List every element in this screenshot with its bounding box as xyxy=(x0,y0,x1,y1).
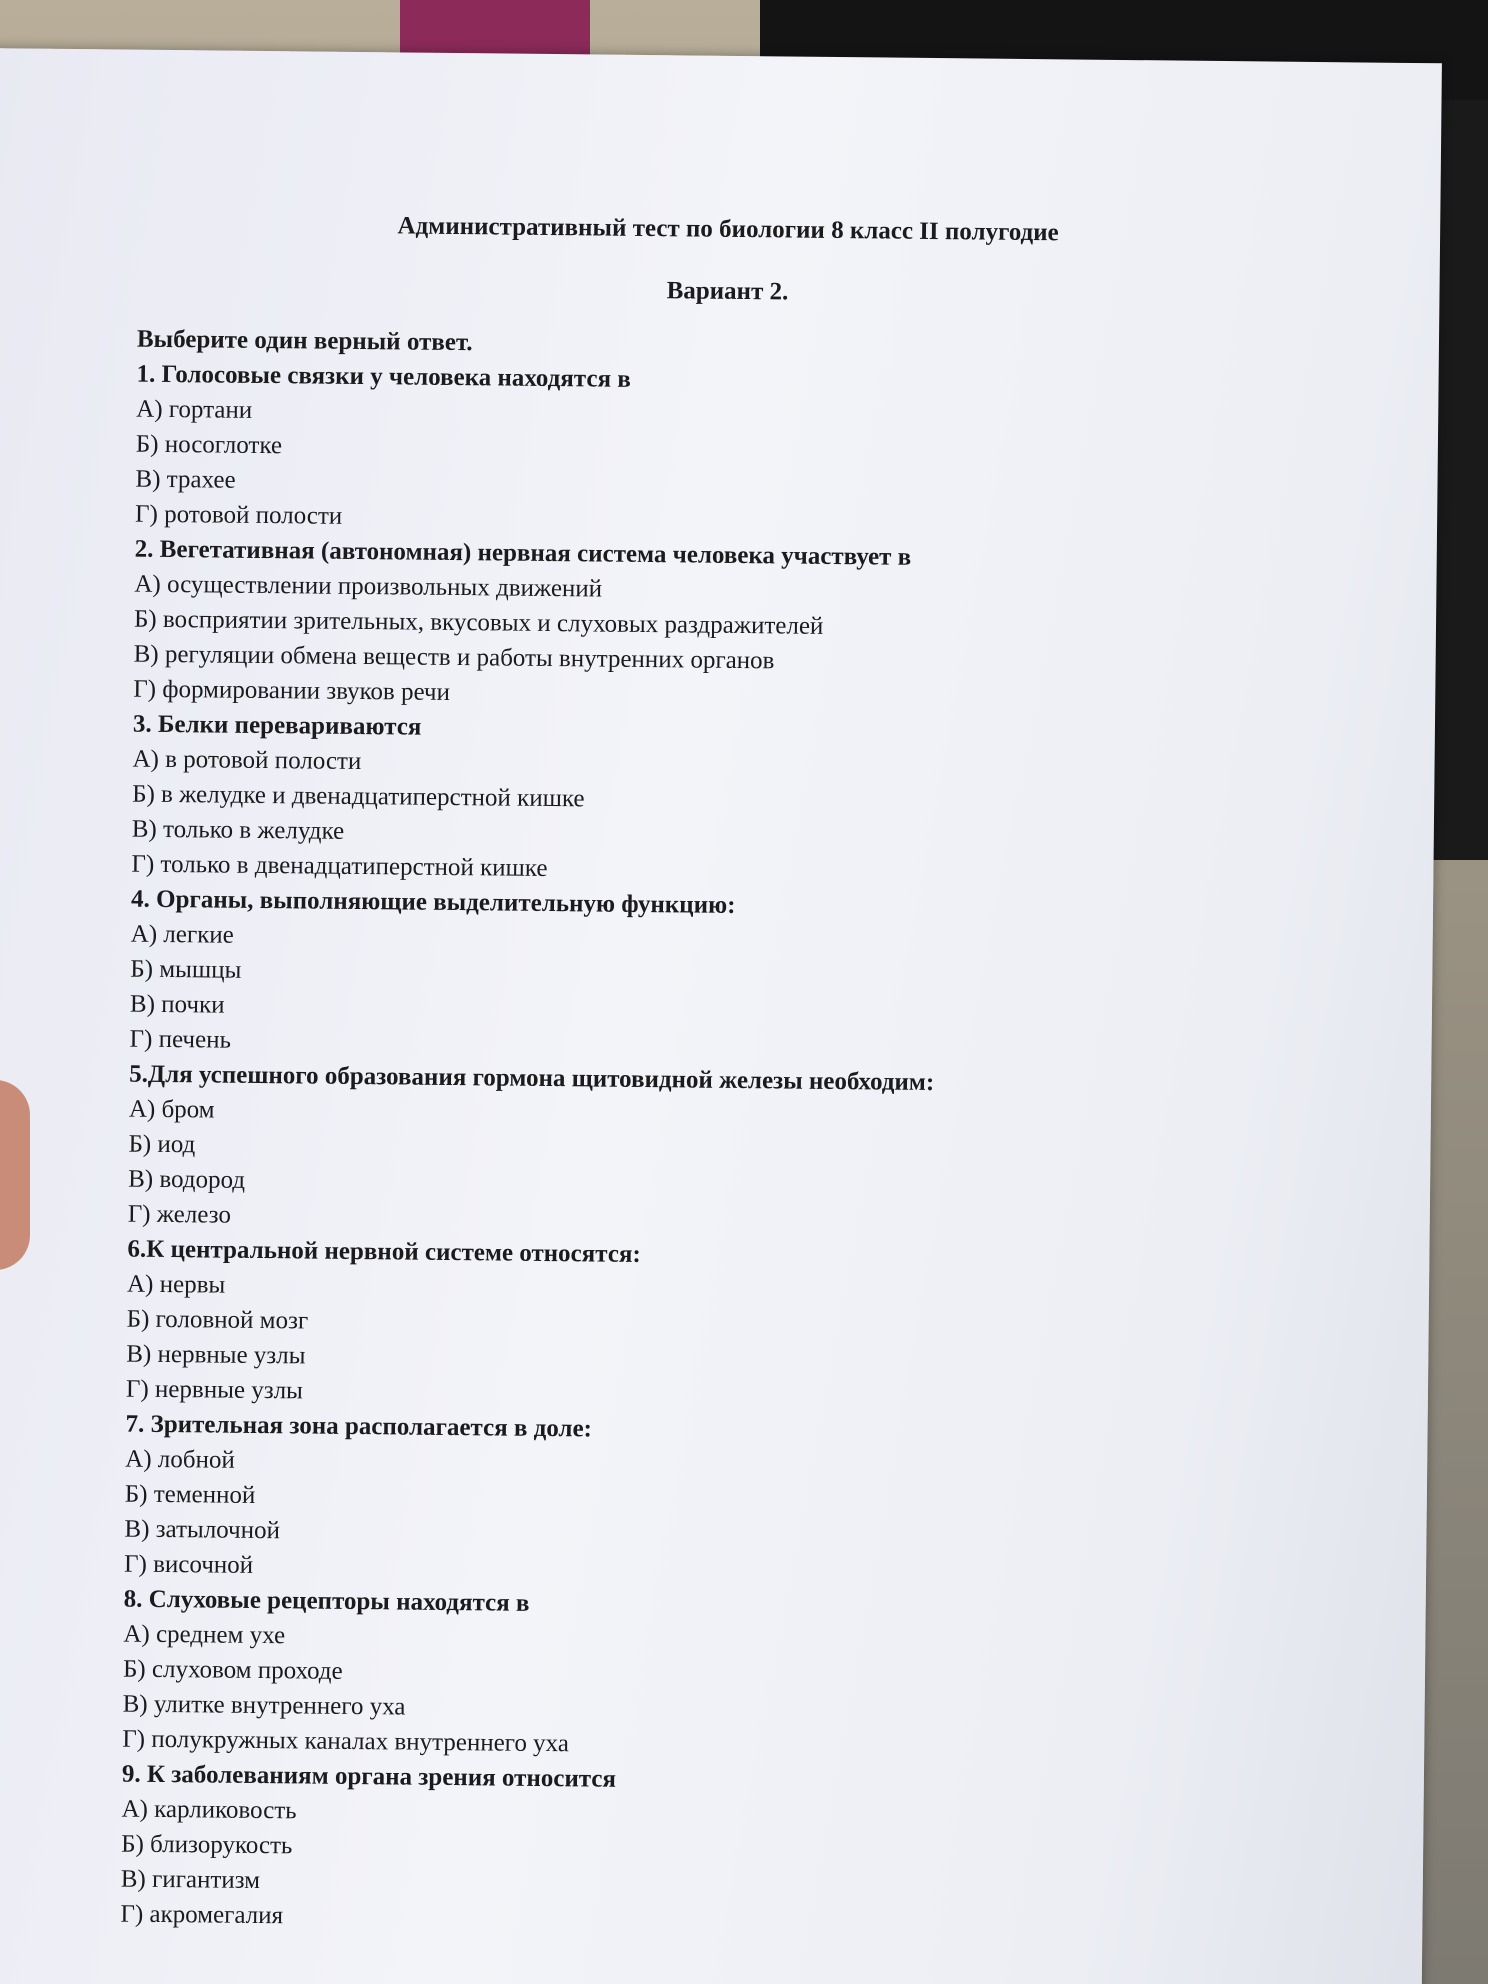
finger-edge xyxy=(0,1080,30,1270)
answer-option: Б) слуховом проходе xyxy=(122,1655,343,1685)
variant-label: Вариант 2. xyxy=(666,277,789,306)
question-4 xyxy=(129,882,1351,1070)
answer-option: А) лобной xyxy=(125,1445,235,1474)
answer-option: Б) головной мозг xyxy=(126,1305,309,1335)
answer-option: Б) близорукость xyxy=(121,1830,293,1860)
answer-option: В) трахее xyxy=(135,465,236,494)
answer-option: Б) мышцы xyxy=(130,955,242,984)
answer-option: В) улитке внутреннего уха xyxy=(122,1690,406,1721)
answer-option: Г) акромегалия xyxy=(120,1900,284,1930)
instruction-text: Выберите один верный ответ. xyxy=(136,325,473,357)
question-2 xyxy=(133,532,1355,720)
answer-option: Г) железо xyxy=(127,1200,232,1229)
answer-option: Г) височной xyxy=(123,1550,254,1579)
answer-option: А) карликовость xyxy=(121,1795,297,1825)
answer-option: Г) печень xyxy=(129,1025,232,1054)
paper-sheet xyxy=(0,48,1442,1984)
answer-option: А) в ротовой полости xyxy=(132,745,362,776)
answer-option: Б) носоглотке xyxy=(135,430,283,460)
question-8 xyxy=(122,1582,1344,1770)
question-9 xyxy=(120,1757,1342,1945)
question-1 xyxy=(135,357,1357,545)
answer-option: А) бром xyxy=(128,1095,215,1124)
answer-option: Б) иод xyxy=(128,1130,196,1159)
answer-option: А) гортани xyxy=(136,395,253,424)
question-text: 4. Органы, выполняющие выделительную функцию: xyxy=(130,885,736,919)
test-content xyxy=(120,210,1358,1945)
questions-list xyxy=(120,357,1356,1945)
answer-option: В) только в желудке xyxy=(131,815,345,845)
answer-option: Г) ротовой полости xyxy=(134,500,343,530)
answer-option: В) почки xyxy=(129,990,225,1019)
answer-option: В) регуляции обмена веществ и работы внутренних органов xyxy=(133,640,775,675)
question-6 xyxy=(126,1232,1348,1420)
question-text: 1. Голосовые связки у человека находятся в xyxy=(136,360,631,393)
answer-option: Б) теменной xyxy=(124,1480,256,1509)
question-text: 9. К заболеваниям органа зрения относится xyxy=(121,1760,617,1793)
answer-option: В) водород xyxy=(128,1165,246,1194)
question-5 xyxy=(128,1057,1350,1245)
question-text: 7. Зрительная зона располагается в доле: xyxy=(125,1410,593,1443)
question-text: 5.Для успешного образования гормона щитовидной железы необходим: xyxy=(129,1060,935,1097)
question-text: 3. Белки перевариваются xyxy=(132,710,422,741)
answer-option: Г) полукружных каналах внутреннего уха xyxy=(122,1725,570,1758)
answer-option: Б) в желудке и двенадцатиперстной кишке xyxy=(132,780,585,813)
answer-option: Г) формировании звуков речи xyxy=(133,675,451,706)
answer-option: А) легкие xyxy=(130,920,234,949)
answer-option: Г) нервные узлы xyxy=(125,1375,304,1405)
answer-option: В) нервные узлы xyxy=(126,1340,306,1370)
question-text: 6.К центральной нервной системе относятся: xyxy=(127,1235,641,1268)
question-text: 8. Слуховые рецепторы находятся в xyxy=(123,1585,530,1617)
answer-option: В) затылочной xyxy=(124,1515,281,1545)
answer-option: А) среднем ухе xyxy=(123,1620,286,1650)
answer-option: Г) только в двенадцатиперстной кишке xyxy=(131,850,548,882)
document-title: Административный тест по биологии 8 класс II полугодие xyxy=(397,212,1059,247)
answer-option: А) осуществлении произвольных движений xyxy=(134,570,603,603)
question-7 xyxy=(124,1407,1346,1595)
answer-option: А) нервы xyxy=(126,1270,226,1299)
answer-option: В) гигантизм xyxy=(120,1865,261,1895)
answer-option: Б) восприятии зрительных, вкусовых и слуховых раздражителей xyxy=(133,605,824,640)
question-text: 2. Вегетативная (автономная) нервная система человека участвует в xyxy=(134,535,912,571)
question-3 xyxy=(131,707,1353,895)
